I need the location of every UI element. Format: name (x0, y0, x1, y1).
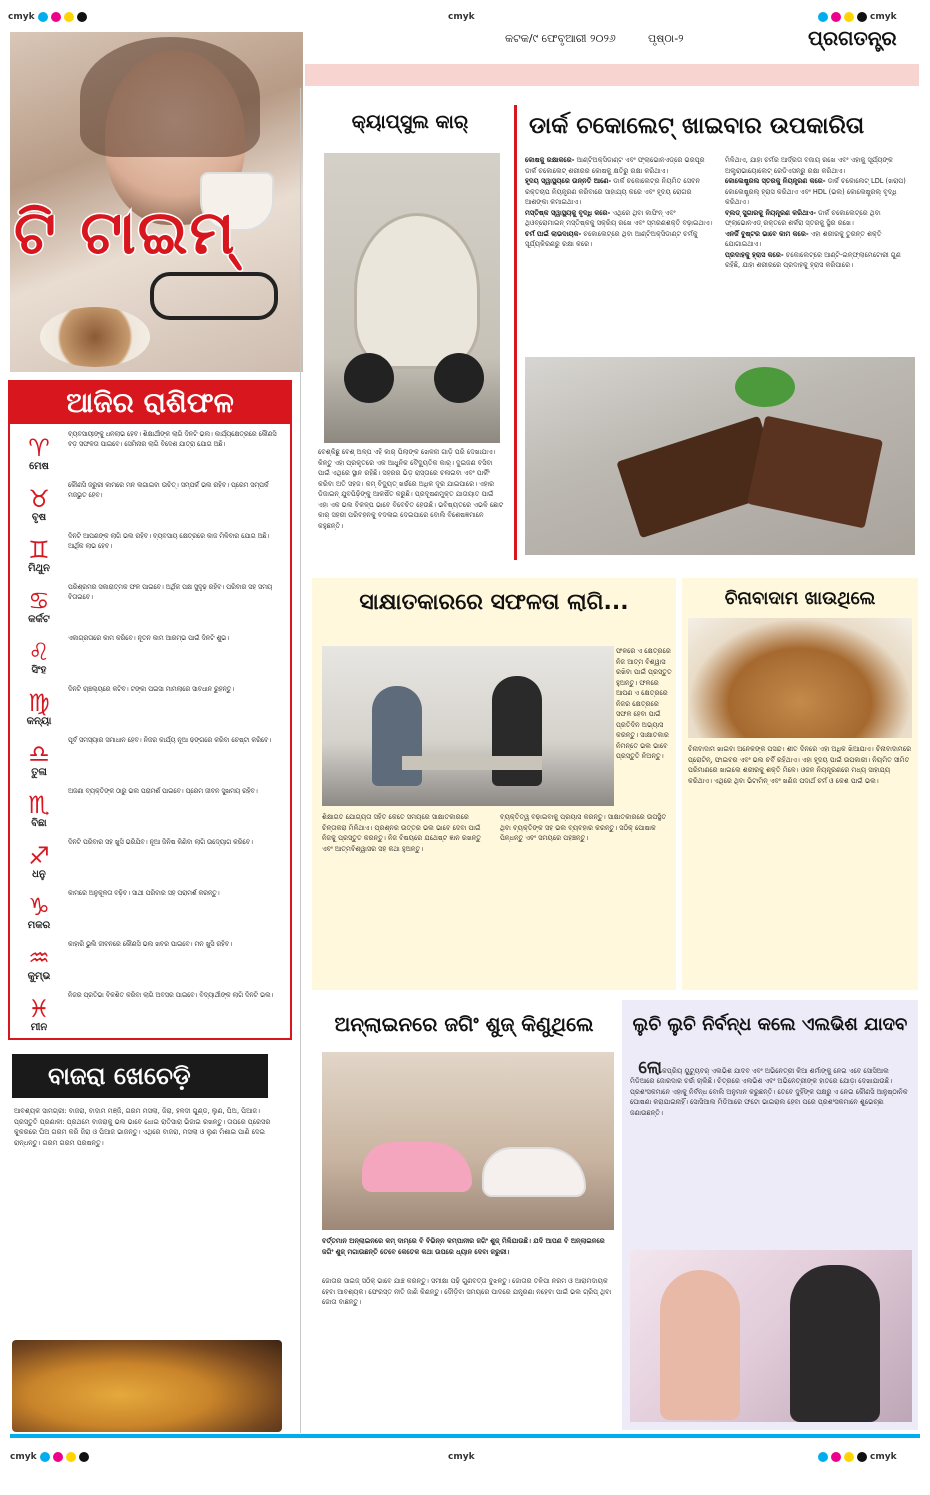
zodiac-icon: ♐ (28, 842, 50, 870)
rashi-row (16, 583, 278, 632)
rashi-row (16, 634, 278, 683)
cyan-dot (818, 1452, 828, 1462)
zodiac-icon: ♑ (28, 893, 50, 921)
chocolate-title: ଡାର୍କ ଚକୋଲେଟ୍ ଖାଇବାର ଉପକାରିତା (529, 113, 865, 139)
interview-photo (322, 646, 614, 806)
interview-col1: ଶିକ୍ଷାଗତ ଯୋଗ୍ୟତା ସହିତ କେତେ ସମୟରେ ସାକ୍ଷାତକାରରେ ଚିନ୍ତାକରା ମିଳିଥାଏ। ପ୍ରଶ୍ନର ଉତ୍ତର ଭଲ ଭାବେ ଦେବା ପାଇଁ ନିଜକୁ ପ୍ରସ୍ତୁତ କରନ୍ତୁ। ନିଜ ବିଷୟରେ ଯଥେଷ୍ଟ ଜ୍ଞାନ ରଖନ୍ତୁ ଏବଂ ଆତ୍ମବିଶ୍ୱାସର ସହ କଥା ହୁଅନ୍ତୁ। (322, 813, 484, 853)
car-wheel-right (434, 353, 484, 403)
zodiac-icon: ♓ (28, 995, 50, 1023)
cmyk-mark-bottom: cmyk (10, 1452, 37, 1462)
rashi-name: ସିଂହ (31, 665, 47, 676)
rashi-row (16, 736, 278, 785)
elvish-title: ଲୁଚି ଲୁଚି ନିର୍ବନ୍ଧ କଲେ ଏଲଭିଶ ଯାଦବ (632, 1014, 908, 1035)
bajra-title: ବାଜରା ଖେଚେଡ଼ି (12, 1054, 268, 1098)
rashi-text: ଦିନଟି ଆପଣଙ୍କ ଲାଗି ଭଲ ରହିବ। ବ୍ୟବସାୟ କ୍ଷେତ୍ରରେ କାଜ ମିଳିବାର ଯୋଗ ଅଛି। ଆର୍ଥିକ ଲାଭ ହେବ। (68, 533, 270, 550)
choco-c2-h2: ବ୍ଲଡ୍ ସୁଗାରକୁ ନିୟନ୍ତ୍ରଣ କରିଥାଏ- (725, 208, 816, 217)
peanuts-photo (688, 618, 912, 738)
bajra-body: ଆବଶ୍ୟକ ସାମଗ୍ରୀ: ବାଜରା, ବାଦାମ ମଞ୍ଜି, ଗରମ ମସଲା, ଜିରା, ହଳଦୀ ଗୁଣ୍ଡ, ଲୁଣ, ଘିଅ, ପିଆଜ। ପ୍ରସ୍ତୁତି ପ୍ରଣାଳୀ: ପ୍ରଥମେ ବାଜରାକୁ ଭଲ ଭାବେ ଧୋଇ ରାତିସାରା ଭିଜାଇ ରଖନ୍ତୁ। ତାପରେ ପ୍ରେସର କୁକରରେ ଘିଅ ଗରମ କରି ଜିରା ଓ ପିଆଜ ଭାଜନ୍ତୁ। ଏଥିରେ ବାଜରା, ମସଲା ଓ ଲୁଣ ମିଶାଇ ପାଣି ଦେଇ ରାନ୍ଧନ୍ତୁ। ଗରମ ଗରମ ପରଷନ୍ତୁ। (14, 1107, 271, 1147)
capsule-car-article (312, 105, 508, 560)
coffee-cup (40, 307, 150, 367)
rashi-name: ଧନୁ (32, 869, 46, 880)
zodiac-icon: ♋ (28, 587, 50, 615)
black-dot (857, 12, 867, 22)
yellow-dot (844, 1452, 854, 1462)
capsule-title: କ୍ୟାପ୍‌ସୁଲ କାର୍ (351, 111, 469, 133)
interview-article (312, 578, 676, 990)
choco-c2-h4: ପ୍ରଦାହକୁ ହ୍ରାସ କରେ- (725, 250, 784, 259)
registration-dots-bottom-left (10, 1452, 89, 1462)
shoes-article (312, 1000, 616, 1430)
rashi-name: ମକର (27, 920, 51, 931)
page-number: ପୃଷ୍ଠା-୨ (648, 32, 684, 45)
cmyk-mark-center: cmyk (448, 12, 475, 22)
rashi-name: ମେଷ (29, 461, 49, 472)
rashi-name: ବୃଷ (31, 512, 47, 523)
rashi-row (16, 991, 278, 1040)
column-divider (300, 88, 301, 1433)
peanuts-title: ଚିନାବାଦାମ ଖାଉଥିଲେ (724, 588, 876, 609)
magenta-dot (831, 12, 841, 22)
dateline: କଟକ/୯ ଫେବୃଆରୀ ୨୦୨୬ (505, 32, 616, 45)
cmyk-mark: cmyk (8, 12, 35, 22)
magenta-dot (53, 1452, 63, 1462)
choco-c1-h0: କୋଷକୁ ରକ୍ଷାକରେ- (525, 156, 575, 164)
choco-c2-h3: ଏନର୍ଜି ବୁଷ୍ଟର ଭାବେ କାମ କରେ- (725, 229, 809, 238)
choco-c1-h3: ଚର୍ମ ପାଇଁ ଲାଭଦାୟକ- (525, 229, 582, 238)
rashi-text: କାମରେ ଅନୁକୂଳତା ବଢ଼ିବ। ସାଥୀ ପରିବାର ସହ ପରାମର୍ଶ କରନ୍ତୁ। (68, 890, 220, 897)
chocolate-col2 (725, 155, 915, 347)
elvish-figure (790, 1265, 880, 1422)
choco-c2-t3: ଏହା ଶରୀରକୁ ତୁରନ୍ତ ଶକ୍ତି ଯୋଗାଇଥାଏ। (725, 229, 884, 248)
car-wheel-left (344, 353, 394, 403)
zodiac-icon: ♉ (28, 485, 50, 513)
cyan-dot (38, 12, 48, 22)
chocolate-col1 (525, 155, 715, 347)
white-shoe (482, 1147, 586, 1197)
elvish-body: କପ୍ରିୟ ୟୁଟ୍ୟୁବର୍ ଏଲଭିଶ ଯାଦବ ଏବଂ ଅଭିନେତ୍ରୀ କିଆ ଶର୍ମାଙ୍କୁ ନେଇ ଏବେ ସୋସିଆଲ ମିଡିଆରେ ଜୋରଦାର ଚର୍ଚ୍ଚା ଚାଲିଛି। ଚିତ୍ରରେ ଏଲଭିଶ ଏବଂ ଅଭିନେତ୍ରୀଙ୍କ ହାତରେ ଯୋଡ଼ା ଦେଖାଯାଉଛି। ପ୍ରଶଂସକମାନେ ଏହାକୁ ନିର୍ବନ୍ଧ ବୋଲି ଅନୁମାନ କରୁଛନ୍ତି। ତେବେ ଦୁହିଁଙ୍କ ପକ୍ଷରୁ ଏ ନେଇ କୌଣସି ଆନୁଷ୍ଠାନିକ ଘୋଷଣା କରାଯାଇନାହିଁ। ସୋସିଆଲ ମିଡିଆରେ ଫଟୋ ଭାଇରାଲ ହେବା ପରେ ପ୍ରଶଂସକମାନେ ଶୁଭେଚ୍ଛା ଜଣାଉଛନ୍ତି। (630, 1066, 910, 1117)
rashi-text: କୌଣସି ଜରୁରୀ କାମରେ ମନ ଲଗାଇବା ଉଚିତ୍। ସମ୍ପର୍କ ଭଲ ରହିବ। ପ୍ରେମ ସମ୍ପର୍କ ମଜଭୁତ ହେବ। (68, 482, 269, 499)
magenta-dot (51, 12, 61, 22)
rashi-text: ଏକାଗ୍ରତାରେ କାମ କରିବେ। ନୂତନ କାମ ଆରମ୍ଭ ପାଇଁ ଦିନଟି ଶୁଭ। (68, 635, 229, 642)
rashi-row (16, 940, 278, 989)
bajra-box (8, 1050, 292, 1435)
rashi-name: କର୍କଟ (28, 614, 50, 625)
rashifal-title: ଆଜିର ରାଶିଫଳ (10, 382, 290, 424)
rashi-row (16, 481, 278, 530)
rashi-text: ନିଜର ପ୍ରତିଭା ବିକଶିତ କରିବା ଲାଗି ଅବସର ପାଇବେ। ବିଦ୍ୟାର୍ଥୀଙ୍କ ଲାଗି ଦିନଟି ଭଲ। (68, 992, 274, 999)
choco-c1-h2: ମସ୍ତିଷ୍କ ସ୍ୱାସ୍ଥ୍ୟକୁ ବୃଦ୍ଧି କରେ- (525, 208, 611, 217)
zodiac-icon: ♏ (28, 791, 50, 819)
rashi-name: ତୁଳା (31, 767, 47, 778)
chocolate-photo (525, 357, 915, 555)
desk (402, 756, 542, 770)
rashi-row (16, 685, 278, 734)
actress-figure (660, 1270, 740, 1420)
cyan-dot (818, 12, 828, 22)
pink-shoe (362, 1142, 472, 1192)
rashi-name: ମୀନ (30, 1022, 48, 1033)
choco-c2-t2: ଡାର୍କ ଚକୋଲେଟ୍‌ରେ ଥିବା ଫ୍ଲାଭୋନଏଡ୍ ରକ୍ତରେ ଶର୍କରା ସ୍ତରକୁ ସ୍ଥିର ରଖେ। (725, 208, 883, 227)
eyeglasses (150, 272, 278, 320)
black-dot (857, 1452, 867, 1462)
rashi-text: ବ୍ୟବସାୟୀଙ୍କୁ ଧନଲାଭ ହେବ। ଶିକ୍ଷାର୍ଥୀଙ୍କ ଲାଗି ଦିନଟି ଭଲ। କାର୍ଯ୍ୟକ୍ଷେତ୍ରରେ କୌଣସି ବଡ଼ ସଫଳତା ପାଇବେ। ସେମିନାର ଲାଗି ବିଦେଶ ଯାତ୍ରା ଯୋଗ ଅଛି। (68, 431, 277, 448)
rashi-name: ବିଛା (31, 818, 47, 829)
rashi-row (16, 889, 278, 938)
registration-dots-bottom-right (818, 1452, 897, 1462)
magenta-dot (831, 1452, 841, 1462)
rashi-text: ପୂର୍ବ ସମସ୍ୟାର ସମାଧାନ ହେବ। ନିଜର କାର୍ଯ୍ୟ ନୂଆ ଢଙ୍ଗରେ କରିବା ଚେଷ୍ଟା କରିବେ। (68, 737, 272, 744)
peanuts-body: ଚିନାବାଦାମ ଖାଇବା ଅନେକଙ୍କ ପସନ୍ଦ। ଶୀତ ଦିନରେ ଏହା ଅଧିକ ଖିଆଯାଏ। ଚିନାବାଦାମରେ ପ୍ରୋଟିନ୍, ଫାଇବର ଏବଂ ଭଲ ଚର୍ବି ରହିଥାଏ। ଏହା ହୃଦୟ ପାଇଁ ଉପକାରୀ। ନିୟମିତ ସୀମିତ ପରିମାଣରେ ଖାଇଲେ ଶରୀରକୁ ଶକ୍ତି ମିଳେ। ଓଜନ ନିୟନ୍ତ୍ରଣରେ ମଧ୍ୟ ସାହାଯ୍ୟ କରିଥାଏ। ଏଥିରେ ଥିବା ଭିଟାମିନ୍ ଏବଂ ଖଣିଜ ପଦାର୍ଥ ଚର୍ମ ଓ କେଶ ପାଇଁ ଭଲ। (688, 745, 914, 785)
shoes-title: ଅନ୍‌ଲାଇନରେ ଜଗିଂ ଶୁଜ୍ କିଣୁଥିଲେ (334, 1012, 594, 1036)
zodiac-icon: ♌ (28, 638, 50, 666)
shoes-lead: ବର୍ତ୍ତମାନ ଅନ୍‌ଲାଇନରେ କମ୍ ଦାମ୍‌ରେ ବି ବିଭିନ୍ନ କମ୍ପାନୀର ଜଗିଂ ଶୁଜ୍ ମିଳିଯାଉଛି। ଯଦି ଆପଣ ବି ଅନ୍‌ଲାଇନରେ ଜଗିଂ ଶୁଜ୍ ମଗାଉଛନ୍ତି ତେବେ କେତେକ କଥା ଉପରେ ଧ୍ୟାନ ଦେବା ଜରୁରୀ। (322, 1237, 608, 1256)
car-body (354, 213, 480, 369)
capsule-car-photo (324, 153, 500, 443)
choco-c1-t3: ଚକୋଲେଟ୍‌ରେ ଥିବା ଆଣ୍ଟିଅକ୍ସିଡାଣ୍ଟ ଚର୍ମକୁ ସୂର୍ଯ୍ୟକିରଣରୁ ରକ୍ଷା କରେ। (525, 229, 700, 248)
candidate-figure (372, 686, 422, 786)
cmyk-mark-bottom-center: cmyk (448, 1452, 475, 1462)
rashi-row (16, 532, 278, 581)
choco-c2-t4: ଚକୋଲେଟ୍‌ରେ ଆଣ୍ଟି-ଇନ୍‌ଫ୍ଲାମେଟୋରୀ ଗୁଣ ରହିଛି, ଯାହା ଶରୀରରେ ପ୍ରଦାହକୁ ହ୍ରାସ କରିପାରେ। (725, 250, 903, 269)
choco-c1-t2: ଏଥିରେ ଥିବା କାଫିନ୍ ଏବଂ ଥିଓବ୍ରୋମାଇନ୍ ମସ୍ତିଷ୍କକୁ ସକ୍ରିୟ ରଖେ ଏବଂ ସ୍ମରଣଶକ୍ତି ବଢ଼ାଇଥାଏ। (525, 208, 713, 227)
rashi-name: କୁମ୍ଭ (27, 971, 51, 982)
cmyk-mark-right: cmyk (870, 12, 897, 22)
rashi-row (16, 787, 278, 836)
section-title: ଟି ଟାଇମ୍ (14, 198, 237, 268)
yellow-dot (844, 12, 854, 22)
rashifal-box (8, 380, 292, 1040)
zodiac-icon: ♍ (28, 689, 50, 717)
registration-dots-right (818, 12, 897, 22)
yellow-dot (64, 12, 74, 22)
chocolate-piece (747, 416, 883, 529)
rashi-text: ଦିନଟି ପରିବାର ସହ ଖୁସି ଭରିଯିବ। ନୂଆ ଜିନିଷ କିଣିବା ଲାଗି ଉଦ୍ୟୋଗ କରିବେ। (68, 839, 253, 846)
khechedi-photo (12, 1340, 282, 1432)
rashi-row (16, 430, 278, 479)
rashi-name: କନ୍ୟା (26, 716, 52, 727)
registration-mark-center (448, 12, 475, 22)
newspaper-logo: ପ୍ରଗତନ୍ତ୍ର (808, 26, 897, 50)
rashi-text: ଦିନଟି ଚାଞ୍ଚଲ୍ୟରେ କଟିବ। ଟଙ୍କା ପଇସା ମାମଲାରେ ସାବଧାନ ରୁହନ୍ତୁ। (68, 686, 235, 693)
cyan-rule (10, 1434, 920, 1438)
yellow-dot (66, 1452, 76, 1462)
rashi-text: ପରିଶ୍ରମର ସକାରାତ୍ମକ ଫଳ ପାଇବେ। ଅର୍ଥିକ ପକ୍ଷ ସୁଦୃଢ଼ ରହିବ। ପରିବାର ସହ ସମୟ ବିତାଇବେ। (68, 584, 273, 601)
choco-c2-t1: ଡାର୍କ ଚକୋଲେଟ୍ LDL (ଖରାପ) କୋଲେଷ୍ଟ୍ରଲ୍ ହ୍ରାସ କରିଥାଏ ଏବଂ HDL (ଭଲ) କୋଲେଷ୍ଟ୍ରଲ୍ ବୃଦ୍ଧି କରିଥାଏ। (725, 177, 908, 206)
cmyk-mark-bottom-right: cmyk (870, 1452, 897, 1462)
interview-side: ଫଳରେ ଏ କ୍ଷେତ୍ରରେ ନିଜ ଆତ୍ମ ବିଶ୍ୱାସ ରଖିବା ପାଇଁ ପ୍ରସ୍ତୁତ ହୁଅନ୍ତୁ। ଫଳରେ ଆପଣ ଏ କ୍ଷେତ୍ରରେ ନିଜର କ୍ଷେତ୍ରରେ ସଫଳ ହେବା ପାଇଁ ପ୍ରତିଦିନ ଅଭ୍ୟାସ କରନ୍ତୁ। ସାକ୍ଷାତକାର ନିମନ୍ତେ ଭଲ ଭାବେ ପ୍ରସ୍ତୁତି ନିଅନ୍ତୁ। (616, 647, 674, 760)
elvish-article (622, 1000, 918, 1430)
chocolate-article (514, 105, 918, 560)
rashi-text: କାହାରି ଭୁଲି ଜୀବନରେ କୌଣସି ଭଲ ଖବର ପାଇବେ। ମନ ଖୁସି ରହିବ। (68, 941, 232, 948)
interview-title: ସାକ୍ଷାତକାରରେ ସଫଳତା ଲାଗି... (359, 590, 629, 615)
capsule-body: ବେଶ୍‌କିଛୁ ବେଶ୍ ଅଳ୍ପ ଏହି କାର୍ ପିଲାଙ୍କ ଖେଳନା ଗାଡ଼ି ପରି ଦେଖାଯାଏ। କିନ୍ତୁ ଏହା ପ୍ରକୃତରେ ଏକ ଆଧୁନିକ ବୈଦ୍ୟୁତିକ କାର୍। ଦୁଇଜଣ ବସିବା ପାଇଁ ଏଥିରେ ସ୍ଥାନ ରହିଛି। ସହରର ଭିଡ଼ ରାସ୍ତାରେ ଚଳାଇବା ଏବଂ ପାର୍କିଂ କରିବା ଅତି ସହଜ। କମ୍ ବିଦ୍ୟୁତ୍ ଖର୍ଚ୍ଚରେ ଅଧିକ ଦୂର ଯାଇପାରେ। ଏହାର ଡିଜାଇନ୍ ଯୁବପିଢ଼ିଙ୍କୁ ଆକର୍ଷିତ କରୁଛି। ପ୍ରଦୂଷଣମୁକ୍ତ ଯାତାୟାତ ପାଇଁ ଏହା ଏକ ଭଲ ବିକଳ୍ପ ଭାବେ ବିବେଚିତ ହେଉଛି। ଭବିଷ୍ୟତରେ ଏଭଳି ଛୋଟ କାର୍ ସହରୀ ପରିବହନକୁ ବଦଳାଇ ଦେଇପାରେ ବୋଲି ବିଶେଷଜ୍ଞମାନେ କହୁଛନ୍ତି। (318, 448, 506, 530)
rashi-row (16, 838, 278, 887)
zodiac-icon: ♈ (28, 434, 50, 462)
black-dot (77, 12, 87, 22)
rashi-name: ମିଥୁନ (28, 563, 50, 574)
zodiac-icon: ♒ (28, 944, 50, 972)
interview-col2: ବ୍ୟକ୍ତିତ୍ୱ ବଢ଼ାଇବାକୁ ପ୍ରୟାସ କରନ୍ତୁ। ସାକ୍ଷାତକାରରେ ଉପସ୍ଥିତ ଥିବା ବ୍ୟକ୍ତିଙ୍କ ସହ ଭଲ ବ୍ୟବହାର କରନ୍ତୁ। ସଠିକ୍ ପୋଷାକ ପିନ୍ଧନ୍ତୁ ଏବଂ ସମୟରେ ପହଞ୍ଚନ୍ତୁ। (500, 813, 669, 842)
choco-c2-t0: ମିଳିଥାଏ, ଯାହା ଚର୍ମର ଆର୍ଦ୍ରତା ବଜାୟ ରଖେ ଏବଂ ଏହାକୁ ସୂର୍ଯ୍ୟଙ୍କ ଅଲ୍ଟ୍ରାଭାୟୋଲେଟ୍ ରେଡିଏସନ୍‌ରୁ ରକ୍ଷା କରିଥାଏ। (725, 156, 896, 175)
black-dot (79, 1452, 89, 1462)
elvish-dropcap: ଲୋ (638, 1057, 663, 1078)
choco-c1-h1: ହୃଦୟ ସ୍ୱାସ୍ଥ୍ୟରେ ଉନ୍ନତି ଆଣେ- (525, 177, 612, 185)
cyan-dot (40, 1452, 50, 1462)
choco-c1-t0: ଆଣ୍ଟିଅକ୍ସିଡାଣ୍ଟ ଏବଂ ଫ୍ଲାଭୋନଏଡ୍‌ରେ ଭରପୂର ଡାର୍କ ଚକୋଲେଟ୍ ଶରୀରର କୋଷକୁ କ୍ଷତିରୁ ରକ୍ଷା କରିଥାଏ। (525, 156, 707, 175)
shoes-body: ଜୋତାର ସାଇଜ୍ ସଠିକ୍ ଭାବେ ଯାଞ୍ଚ କରନ୍ତୁ। ସମୀକ୍ଷା ପଢ଼ି ଗୁଣବତ୍ତା ବୁଝନ୍ତୁ। ଜୋତାର ତଳିପା ନରମ ଓ ଆରାମଦାୟକ ହେବା ଆବଶ୍ୟକ। ଫେରସ୍ତ ନୀତି ଜାଣି କିଣନ୍ତୁ। ଦୌଡ଼ିବା ସମୟରେ ପାଦରେ ଯନ୍ତ୍ରଣା ନହେବା ପାଇଁ ଭଲ ଗ୍ରିପ୍ ଥିବା ଜୋତା ବାଛନ୍ତୁ। (322, 1277, 614, 1306)
peanuts-article (682, 578, 918, 990)
elvish-photo (630, 1250, 912, 1422)
registration-mark-bottom-center (448, 1452, 475, 1462)
pink-header-strip (305, 64, 919, 86)
choco-c1-t1: ଡାର୍କ ଚକୋଲେଟ୍‌ର ନିୟମିତ ସେବନ ରକ୍ତଚାପ ନିୟନ୍ତ୍ରଣ କରିବାରେ ସାହାଯ୍ୟ କରେ ଏବଂ ହୃଦୟ ରୋଗର ଆଶଙ୍କା କମାଇଥାଏ। (525, 177, 703, 206)
mint-leaf (735, 367, 795, 407)
rashi-text: ଅଜଣା ବ୍ୟକ୍ତିଙ୍କ ଠାରୁ ଭଲ ପରାମର୍ଶ ପାଇବେ। ପ୍ରେମ ଜୀବନ ସୁଖମୟ ରହିବ। (68, 788, 258, 795)
zodiac-icon: ♎ (28, 740, 50, 768)
registration-dots-left (8, 12, 87, 22)
woman-hair (80, 37, 260, 157)
zodiac-icon: ♊ (28, 536, 50, 564)
shoes-photo (322, 1052, 614, 1230)
choco-c2-h1: କୋଲେଷ୍ଟ୍ରଲ ସ୍ତରକୁ ନିୟନ୍ତ୍ରଣ କରେ- (725, 177, 826, 185)
